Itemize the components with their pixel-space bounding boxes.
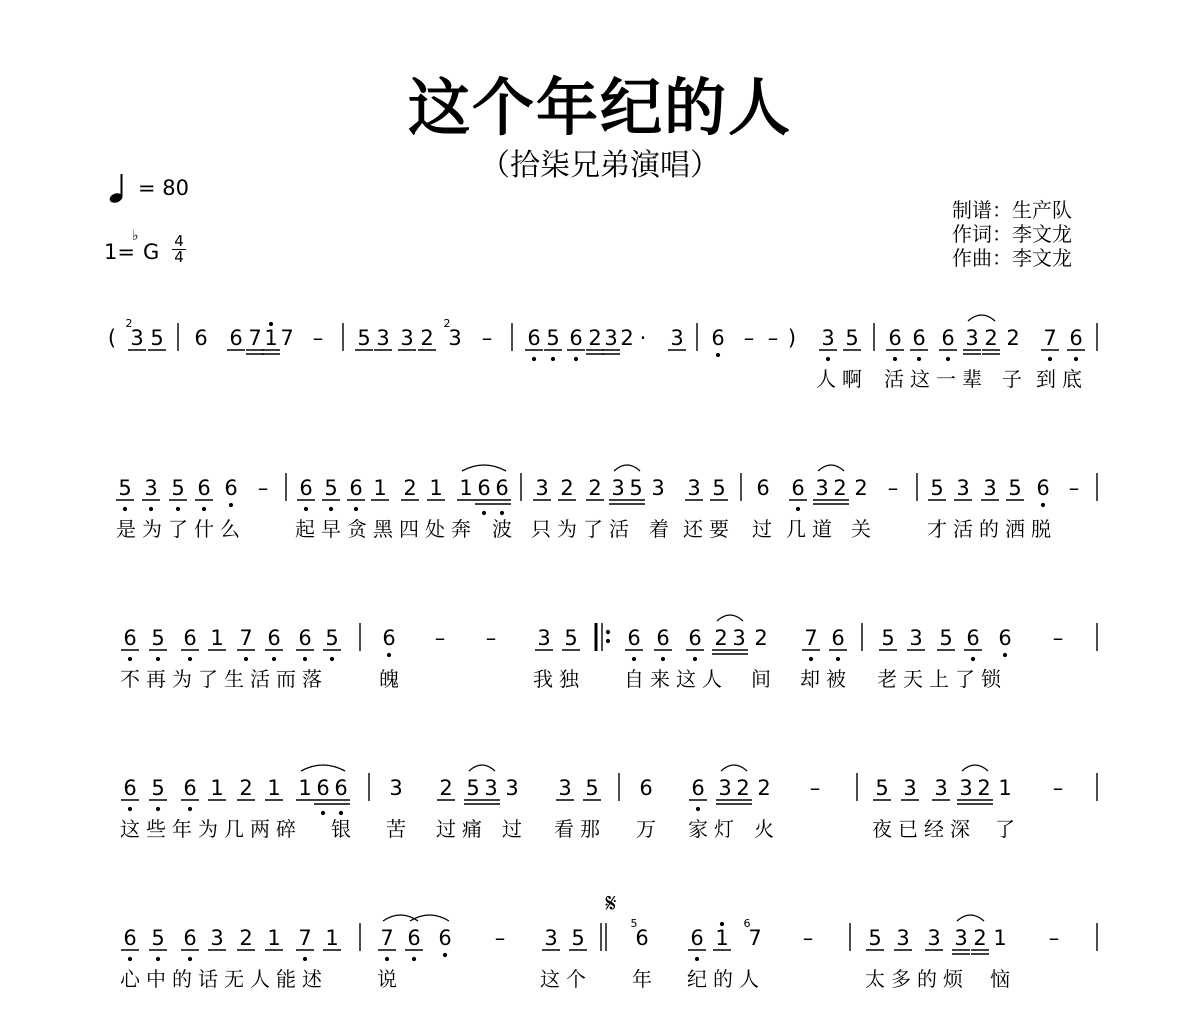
lyric-text: 波 bbox=[492, 517, 518, 541]
note: 5 bbox=[939, 626, 953, 650]
lower-octave-dot bbox=[632, 657, 636, 661]
lyric-text: 子 bbox=[1002, 367, 1028, 391]
lyric-text: 看那 bbox=[554, 817, 606, 841]
note: 5 bbox=[875, 776, 889, 800]
note: 3 bbox=[130, 326, 144, 350]
repeat-dot bbox=[606, 639, 610, 643]
note: 5 bbox=[564, 626, 578, 650]
note: 7 bbox=[280, 326, 294, 350]
tie-slur bbox=[962, 765, 988, 771]
lyric-text: 活这一辈 bbox=[884, 367, 988, 391]
tie-slur bbox=[614, 465, 640, 471]
note: 6 bbox=[495, 476, 509, 500]
note: 2 bbox=[560, 476, 574, 500]
note: 3 bbox=[815, 476, 829, 500]
note: 6 bbox=[691, 776, 705, 800]
note: 1 bbox=[715, 926, 729, 950]
note: 2 bbox=[1006, 326, 1020, 350]
note: 6 bbox=[123, 776, 137, 800]
note: 1 bbox=[210, 626, 224, 650]
lower-octave-dot bbox=[836, 657, 840, 661]
lower-octave-dot bbox=[202, 507, 206, 511]
note: – bbox=[481, 326, 493, 350]
note: 3 bbox=[909, 626, 923, 650]
lower-octave-dot bbox=[156, 657, 160, 661]
credit-lyrics: 作词：李文龙 bbox=[952, 222, 1072, 246]
note: 6 bbox=[224, 476, 238, 500]
note: 2 bbox=[754, 626, 768, 650]
note: 6 bbox=[183, 776, 197, 800]
note: 5 bbox=[881, 626, 895, 650]
lower-octave-dot bbox=[128, 657, 132, 661]
note: 6 bbox=[527, 326, 541, 350]
note: 3 bbox=[448, 326, 462, 350]
note: 3 bbox=[651, 476, 665, 500]
note: 5 bbox=[868, 926, 882, 950]
note: ) bbox=[787, 326, 797, 350]
note: 1 bbox=[298, 776, 312, 800]
grace-note: 2 bbox=[125, 317, 133, 330]
lyric-text: 说 bbox=[377, 967, 403, 991]
lyric-text: 万 bbox=[636, 817, 662, 841]
lower-octave-dot bbox=[156, 957, 160, 961]
lyric-text: 几道 bbox=[786, 517, 838, 541]
note: ( bbox=[107, 326, 117, 350]
note: 6 bbox=[635, 926, 649, 950]
note: 6 bbox=[349, 476, 363, 500]
note: 6 bbox=[639, 776, 653, 800]
note: 3 bbox=[954, 926, 968, 950]
note: 3 bbox=[732, 626, 746, 650]
lyric-text: 不再为了生活而落 bbox=[120, 667, 328, 691]
note: 1 bbox=[267, 926, 281, 950]
lower-octave-dot bbox=[574, 357, 578, 361]
note: 1 bbox=[459, 476, 473, 500]
note: 6 bbox=[1036, 476, 1050, 500]
note: – bbox=[1068, 476, 1080, 500]
lyric-text: 太多的烦 bbox=[865, 967, 969, 991]
lower-octave-dot bbox=[693, 657, 697, 661]
note: 3 bbox=[505, 776, 519, 800]
lower-octave-dot bbox=[971, 657, 975, 661]
note: 3 bbox=[927, 926, 941, 950]
tie-slur bbox=[818, 465, 844, 471]
note: 5 bbox=[357, 326, 371, 350]
note: – bbox=[257, 476, 269, 500]
lower-octave-dot bbox=[482, 511, 486, 515]
note: 6 bbox=[382, 626, 396, 650]
note: 5 bbox=[466, 776, 480, 800]
lower-octave-dot bbox=[385, 957, 389, 961]
tie-slur bbox=[721, 765, 747, 771]
note: 6 bbox=[998, 626, 1012, 650]
note: – bbox=[802, 926, 814, 950]
note: 2 bbox=[984, 326, 998, 350]
note: 3 bbox=[903, 776, 917, 800]
lower-octave-dot bbox=[695, 957, 699, 961]
tempo-text: = 80 bbox=[138, 176, 189, 200]
lower-octave-dot bbox=[128, 807, 132, 811]
lower-octave-dot bbox=[443, 953, 447, 957]
lower-octave-dot bbox=[716, 353, 720, 357]
lower-octave-dot bbox=[796, 507, 800, 511]
note: 3 bbox=[687, 476, 701, 500]
lyric-text: 年 bbox=[632, 967, 658, 991]
upper-octave-dot bbox=[269, 322, 273, 326]
note: 6 bbox=[334, 776, 348, 800]
lower-octave-dot bbox=[339, 811, 343, 815]
note: 3 bbox=[965, 326, 979, 350]
note: 7 bbox=[748, 926, 762, 950]
lyric-text: 火 bbox=[754, 817, 780, 841]
lower-octave-dot bbox=[188, 957, 192, 961]
note: 6 bbox=[194, 326, 208, 350]
note: 1 bbox=[267, 776, 281, 800]
note: 6 bbox=[229, 326, 243, 350]
grace-note: 5 bbox=[630, 917, 638, 930]
lyric-text: 苦 bbox=[386, 817, 412, 841]
note: 5 bbox=[325, 626, 339, 650]
key-prefix: 1= bbox=[104, 240, 135, 264]
flat-icon: ♭ bbox=[132, 228, 139, 244]
note: 5 bbox=[151, 626, 165, 650]
note: – bbox=[485, 626, 497, 650]
note: 3 bbox=[718, 776, 732, 800]
grace-note: 6 bbox=[743, 917, 751, 930]
lyric-text: 魄 bbox=[379, 667, 405, 691]
note: 5 bbox=[324, 476, 338, 500]
key-note: G bbox=[142, 240, 160, 264]
lyric-text: 间 bbox=[751, 667, 777, 691]
note: 6 bbox=[569, 326, 583, 350]
note: 5 bbox=[546, 326, 560, 350]
note: 2 bbox=[420, 326, 434, 350]
lyric-text: 老天上了锁 bbox=[877, 667, 1007, 691]
note: 5 bbox=[118, 476, 132, 500]
lyric-text: 家灯 bbox=[688, 817, 740, 841]
note: 7 bbox=[298, 926, 312, 950]
note: 2 bbox=[239, 776, 253, 800]
note: 2 bbox=[239, 926, 253, 950]
note: 1 bbox=[993, 926, 1007, 950]
lower-octave-dot bbox=[946, 357, 950, 361]
lower-octave-dot bbox=[1041, 503, 1045, 507]
note: – bbox=[743, 326, 755, 350]
note: 6 bbox=[831, 626, 845, 650]
lyric-text: 恼 bbox=[990, 967, 1016, 991]
lyric-text: 我独 bbox=[533, 667, 585, 691]
note: 6 bbox=[183, 926, 197, 950]
note: 5 bbox=[171, 476, 185, 500]
lyric-text: 了 bbox=[995, 817, 1021, 841]
note: 6 bbox=[123, 926, 137, 950]
lyric-text: 着 bbox=[649, 517, 675, 541]
note: – bbox=[1048, 926, 1060, 950]
note: – bbox=[809, 776, 821, 800]
note: 2 bbox=[620, 326, 634, 350]
note: – bbox=[312, 326, 324, 350]
lower-octave-dot bbox=[696, 807, 700, 811]
lower-octave-dot bbox=[551, 357, 555, 361]
note: 3 bbox=[535, 476, 549, 500]
note: 3 bbox=[959, 776, 973, 800]
segno-icon: 𝄋 bbox=[605, 889, 617, 919]
note: 5 bbox=[150, 326, 164, 350]
note: 6 bbox=[888, 326, 902, 350]
credit-music: 作曲：李文龙 bbox=[952, 246, 1072, 270]
note: 6 bbox=[299, 476, 313, 500]
note: 6 bbox=[690, 926, 704, 950]
note: 3 bbox=[400, 326, 414, 350]
note: 6 bbox=[1069, 326, 1083, 350]
note: 3 bbox=[670, 326, 684, 350]
note: 3 bbox=[983, 476, 997, 500]
lower-octave-dot bbox=[330, 657, 334, 661]
note: 6 bbox=[316, 776, 330, 800]
note: 2 bbox=[714, 626, 728, 650]
lower-octave-dot bbox=[412, 957, 416, 961]
note: 6 bbox=[912, 326, 926, 350]
note: 3 bbox=[376, 326, 390, 350]
lower-octave-dot bbox=[229, 503, 233, 507]
lower-octave-dot bbox=[500, 511, 504, 515]
lower-octave-dot bbox=[128, 957, 132, 961]
note: 3 bbox=[604, 326, 618, 350]
note: 7 bbox=[804, 626, 818, 650]
note: 3 bbox=[821, 326, 835, 350]
note: 6 bbox=[123, 626, 137, 650]
note: – bbox=[1052, 776, 1064, 800]
note: 1 bbox=[264, 326, 278, 350]
lower-octave-dot bbox=[123, 507, 127, 511]
note: 5 bbox=[151, 776, 165, 800]
lower-octave-dot bbox=[532, 357, 536, 361]
lyric-text: 心中的话无人能述 bbox=[120, 967, 328, 991]
note: 2 bbox=[588, 326, 602, 350]
credit-notation: 制谱：生产队 bbox=[952, 198, 1072, 222]
tie-slur bbox=[469, 765, 495, 771]
lyric-text: 却被 bbox=[800, 667, 852, 691]
note: 3 bbox=[484, 776, 498, 800]
note: 7 bbox=[1043, 326, 1057, 350]
note: 6 bbox=[711, 326, 725, 350]
lyric-text: 只为了活 bbox=[531, 517, 635, 541]
repeat-dot bbox=[606, 630, 610, 634]
note: 2 bbox=[833, 476, 847, 500]
note: 5 bbox=[845, 326, 859, 350]
note: 2 bbox=[973, 926, 987, 950]
tie-slur bbox=[462, 465, 506, 471]
lyric-text: 夜已经深 bbox=[872, 817, 976, 841]
lower-octave-dot bbox=[329, 507, 333, 511]
lower-octave-dot bbox=[188, 657, 192, 661]
note: 5 bbox=[1008, 476, 1022, 500]
lyric-text: 是为了什么 bbox=[116, 517, 246, 541]
note: 5 bbox=[571, 926, 585, 950]
time-signature-bottom: 4 bbox=[174, 248, 184, 266]
lower-octave-dot bbox=[1048, 357, 1052, 361]
lower-octave-dot bbox=[1074, 357, 1078, 361]
note: – bbox=[887, 476, 899, 500]
upper-octave-dot bbox=[720, 922, 724, 926]
note: 6 bbox=[756, 476, 770, 500]
note: 6 bbox=[477, 476, 491, 500]
lyric-text: 起早贪黑四处奔 bbox=[295, 517, 477, 541]
lower-octave-dot bbox=[303, 957, 307, 961]
note: 5 bbox=[930, 476, 944, 500]
note: · bbox=[639, 326, 647, 350]
note: 6 bbox=[688, 626, 702, 650]
lower-octave-dot bbox=[661, 657, 665, 661]
lyric-text: 过 bbox=[502, 817, 528, 841]
lyric-text: 还要 bbox=[683, 517, 735, 541]
note: 1 bbox=[210, 776, 224, 800]
lower-octave-dot bbox=[809, 657, 813, 661]
lower-octave-dot bbox=[917, 357, 921, 361]
note: 6 bbox=[298, 626, 312, 650]
lower-octave-dot bbox=[893, 357, 897, 361]
note: 7 bbox=[248, 326, 262, 350]
lower-octave-dot bbox=[826, 357, 830, 361]
note: 2 bbox=[977, 776, 991, 800]
lower-octave-dot bbox=[303, 657, 307, 661]
lyric-text: 才活的洒脱 bbox=[927, 517, 1057, 541]
note: 1 bbox=[373, 476, 387, 500]
note: 3 bbox=[558, 776, 572, 800]
note: – bbox=[494, 926, 506, 950]
lyric-text: 到底 bbox=[1036, 367, 1088, 391]
note: 2 bbox=[757, 776, 771, 800]
grace-note: 2 bbox=[443, 317, 451, 330]
page-title: 这个年纪的人 bbox=[407, 71, 792, 144]
note: 3 bbox=[537, 626, 551, 650]
lower-octave-dot bbox=[1003, 653, 1007, 657]
lower-octave-dot bbox=[354, 507, 358, 511]
note: 3 bbox=[934, 776, 948, 800]
note: 6 bbox=[267, 626, 281, 650]
note: 3 bbox=[956, 476, 970, 500]
note: 2 bbox=[588, 476, 602, 500]
lower-octave-dot bbox=[149, 507, 153, 511]
note: 7 bbox=[239, 626, 253, 650]
lower-octave-dot bbox=[387, 653, 391, 657]
lyric-text: 过 bbox=[752, 517, 778, 541]
page-subtitle: （拾柒兄弟演唱） bbox=[480, 148, 720, 183]
note: 6 bbox=[197, 476, 211, 500]
lyric-text: 过痛 bbox=[436, 817, 488, 841]
note: – bbox=[1052, 626, 1064, 650]
lyric-text: 这些年为几两碎 bbox=[120, 817, 302, 841]
note: 6 bbox=[966, 626, 980, 650]
note: 5 bbox=[585, 776, 599, 800]
lyric-text: 纪的人 bbox=[687, 967, 765, 991]
note: 5 bbox=[712, 476, 726, 500]
note: 5 bbox=[629, 476, 643, 500]
note: 7 bbox=[380, 926, 394, 950]
note: 3 bbox=[611, 476, 625, 500]
note: – bbox=[434, 626, 446, 650]
note: 2 bbox=[736, 776, 750, 800]
lyric-text: 银 bbox=[331, 817, 357, 841]
lower-octave-dot bbox=[156, 807, 160, 811]
lyric-text: 关 bbox=[851, 517, 877, 541]
note: 1 bbox=[998, 776, 1012, 800]
note: 3 bbox=[210, 926, 224, 950]
tie-slur bbox=[301, 765, 345, 771]
note: 1 bbox=[325, 926, 339, 950]
note: – bbox=[767, 326, 779, 350]
lower-octave-dot bbox=[304, 507, 308, 511]
note: 3 bbox=[144, 476, 158, 500]
note: 6 bbox=[183, 626, 197, 650]
note: 6 bbox=[656, 626, 670, 650]
note: 6 bbox=[627, 626, 641, 650]
tie-slur bbox=[957, 915, 984, 921]
note: 2 bbox=[854, 476, 868, 500]
lyric-text: 自来这人 bbox=[624, 667, 728, 691]
lower-octave-dot bbox=[244, 657, 248, 661]
lower-octave-dot bbox=[321, 811, 325, 815]
lyric-text: 人啊 bbox=[816, 367, 868, 391]
tie-slur bbox=[717, 615, 743, 621]
note: 1 bbox=[429, 476, 443, 500]
note: 6 bbox=[438, 926, 452, 950]
note: 3 bbox=[544, 926, 558, 950]
note: 6 bbox=[407, 926, 421, 950]
note: 2 bbox=[439, 776, 453, 800]
note: 5 bbox=[151, 926, 165, 950]
tie-slur bbox=[968, 315, 995, 321]
note: 3 bbox=[896, 926, 910, 950]
note: 6 bbox=[941, 326, 955, 350]
lower-octave-dot bbox=[272, 657, 276, 661]
note: 3 bbox=[389, 776, 403, 800]
lower-octave-dot bbox=[188, 807, 192, 811]
time-signature-top: 4 bbox=[174, 232, 184, 250]
lower-octave-dot bbox=[176, 507, 180, 511]
note: 2 bbox=[403, 476, 417, 500]
lyric-text: 这个 bbox=[540, 967, 592, 991]
note: 6 bbox=[791, 476, 805, 500]
